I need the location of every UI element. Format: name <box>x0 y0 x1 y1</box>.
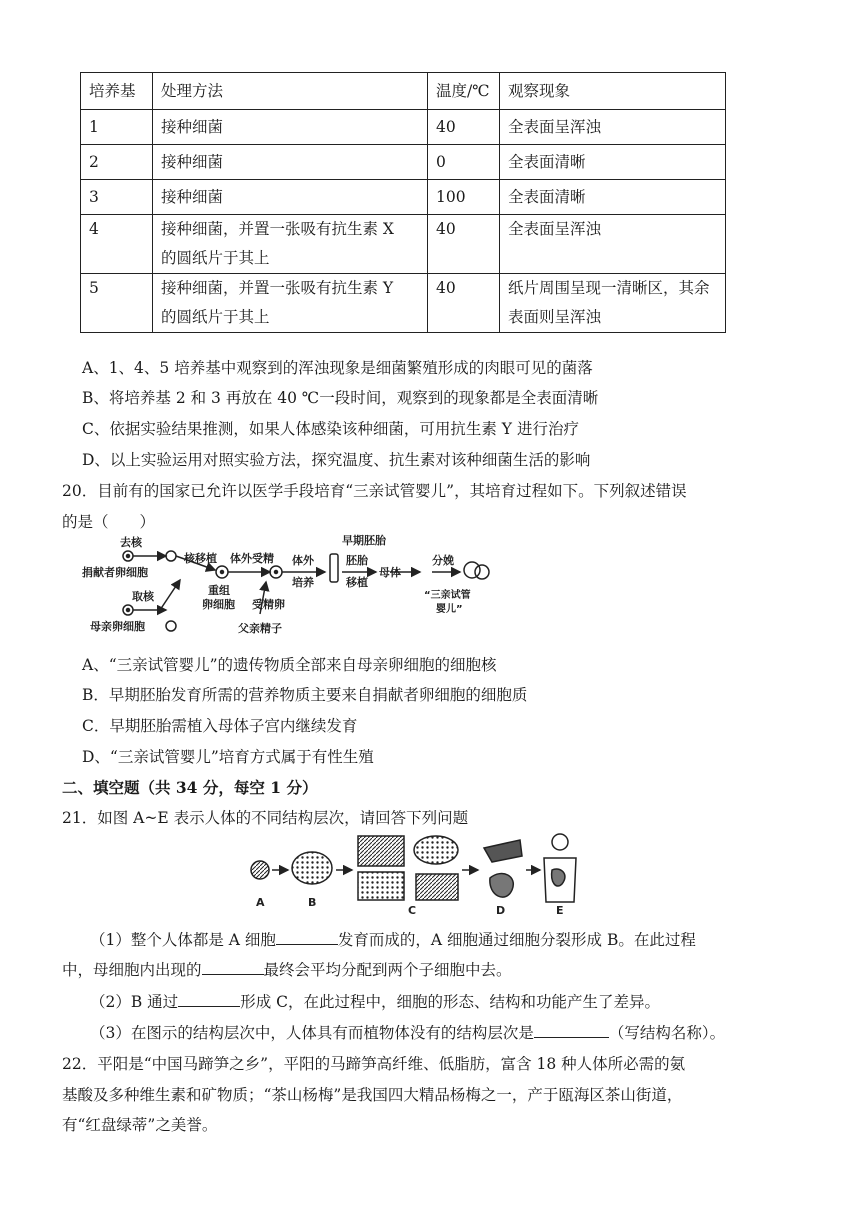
three-parent-ivf-diagram <box>80 530 500 645</box>
q20-option-d: D、“三亲试管婴儿”培育方式属于有性生殖 <box>82 748 374 766</box>
q21-part3-text-b: （写结构名称）。 <box>608 1024 726 1042</box>
label-father-sperm: 父亲精子 <box>238 622 282 635</box>
q20-stem-line2: 的是（ ） <box>62 513 156 531</box>
label-culture-2: 培养 <box>292 576 314 589</box>
cell-observation-line1: 纸片周围呈现一清晰区，其余 <box>508 279 710 297</box>
q22-line1: 22．平阳是“中国马蹄笋之乡”，平阳的马蹄笋高纤维、低脂肪，富含 18 种人体所必需的氨 <box>62 1055 686 1073</box>
cell-method <box>153 215 428 274</box>
header-method: 处理方法 <box>153 73 428 110</box>
q22-line2: 基酸及多种维生素和矿物质；“茶山杨梅”是我国四大精品杨梅之一，产于瓯海区茶山街道， <box>62 1086 683 1104</box>
header-medium: 培养基 <box>81 73 153 110</box>
header-temperature: 温度/℃ <box>428 73 500 110</box>
q19-option-a: A、1、4、5 培养基中观察到的浑浊现象是细菌繁殖形成的肉眼可见的菌落 <box>82 359 593 377</box>
cell-temp: 40 <box>428 274 500 333</box>
q21-part1-text-d: 最终会平均分配到两个子细胞中去。 <box>263 961 512 979</box>
cell-observation-line2: 表面则呈浑浊 <box>508 308 602 326</box>
label-zygote: 受精卵 <box>252 598 285 611</box>
cell-id: 1 <box>81 110 153 145</box>
cell-temp: 0 <box>428 145 500 180</box>
cell-id: 2 <box>81 145 153 180</box>
cell-method-line1: 接种细菌，并置一张吸有抗生素 X <box>161 220 394 238</box>
label-embryo-transfer-1: 胚胎 <box>346 554 368 567</box>
q21-part1-line1 <box>90 928 696 950</box>
table-row <box>81 110 726 145</box>
cell-temp: 40 <box>428 110 500 145</box>
table-row <box>81 145 726 180</box>
cell-method <box>153 274 428 333</box>
label-early-embryo: 早期胚胎 <box>342 534 386 547</box>
cell-temp: 100 <box>428 180 500 215</box>
cell-method: 接种细菌 <box>153 180 428 215</box>
answer-blank-1[interactable] <box>276 930 338 945</box>
cell-temp: 40 <box>428 215 500 274</box>
label-d: D <box>496 904 506 917</box>
label-ivf: 体外受精 <box>230 552 274 565</box>
cell-method: 接种细菌 <box>153 145 428 180</box>
cell-method-line2: 的圆纸片于其上 <box>161 308 270 326</box>
cell-observation: 全表面清晰 <box>500 145 726 180</box>
section-2-title: 二、填空题（共 34 分，每空 1 分） <box>62 778 318 797</box>
q19-option-d: D、以上实验运用对照实验方法，探究温度、抗生素对该种细菌生活的影响 <box>82 451 591 469</box>
answer-blank-3[interactable] <box>178 992 240 1007</box>
q21-part3 <box>90 1021 725 1043</box>
label-embryo-transfer-2: 移植 <box>346 576 368 589</box>
cell-observation: 全表面呈浑浊 <box>500 215 726 274</box>
q21-part2-text-b: 形成 C，在此过程中，细胞的形态、结构和功能产生了差异。 <box>240 993 660 1011</box>
label-baby-2: 婴儿” <box>436 604 463 615</box>
header-observation: 观察现象 <box>500 73 726 110</box>
table-row <box>81 274 726 333</box>
label-take-nucleus: 取核 <box>132 590 154 603</box>
q20-stem-line1: 20．目前有的国家已允许以医学手段培育“三亲试管婴儿”，其培育过程如下。下列叙述错误 <box>62 482 687 500</box>
cell-id: 3 <box>81 180 153 215</box>
cell-id: 5 <box>81 274 153 333</box>
q20-option-c: C．早期胚胎需植入母体子宫内继续发育 <box>82 717 358 735</box>
q21-part2 <box>90 990 660 1012</box>
label-mother: 母体 <box>379 566 401 579</box>
q19-option-b: B、将培养基 2 和 3 再放在 40 ℃一段时间，观察到的现象都是全表面清晰 <box>82 389 599 407</box>
q20-option-a: A、“三亲试管婴儿”的遗传物质全部来自母亲卵细胞的细胞核 <box>82 656 497 674</box>
q22-line3: 有“红盘绿蒂”之美誉。 <box>62 1116 218 1134</box>
cell-method: 接种细菌 <box>153 110 428 145</box>
q21-part1-text-b: 发育而成的，A 细胞通过细胞分裂形成 B。在此过程 <box>337 931 696 949</box>
q21-part2-text-a: （2）B 通过 <box>90 993 179 1011</box>
table-header-row <box>81 73 726 110</box>
label-recombined-egg-1: 重组 <box>208 584 230 597</box>
body-structure-levels-diagram <box>240 830 580 918</box>
cell-method-line1: 接种细菌，并置一张吸有抗生素 Y <box>161 279 394 297</box>
label-culture-1: 体外 <box>292 554 314 567</box>
q21-stem: 21．如图 A~E 表示人体的不同结构层次，请回答下列问题 <box>62 809 469 827</box>
q21-part1-text-c: 中，母细胞内出现的 <box>62 961 202 979</box>
label-nuclear-transfer: 核移植 <box>184 552 217 565</box>
table-row <box>81 180 726 215</box>
answer-blank-4[interactable] <box>534 1023 609 1038</box>
label-recombined-egg-2: 卵细胞 <box>202 598 235 611</box>
label-a: A <box>256 896 265 909</box>
table-row <box>81 215 726 274</box>
culture-table <box>80 72 726 333</box>
q21-part3-text-a: （3）在图示的结构层次中，人体具有而植物体没有的结构层次是 <box>90 1024 534 1042</box>
answer-blank-2[interactable] <box>202 960 264 975</box>
cell-id: 4 <box>81 215 153 274</box>
label-c: C <box>408 904 417 917</box>
label-b: B <box>308 896 317 909</box>
q21-part1-text-a: （1）整个人体都是 A 细胞 <box>90 931 276 949</box>
cell-method-line2: 的圆纸片于其上 <box>161 249 270 267</box>
label-delivery: 分娩 <box>432 554 454 567</box>
label-e: E <box>556 904 564 917</box>
cell-observation: 全表面呈浑浊 <box>500 110 726 145</box>
q19-option-c: C、依据实验结果推测，如果人体感染该种细菌，可用抗生素 Y 进行治疗 <box>82 420 579 438</box>
label-remove-nucleus: 去核 <box>120 536 142 549</box>
cell-observation <box>500 274 726 333</box>
label-baby-1: “三亲试管 <box>424 590 471 601</box>
cell-observation: 全表面清晰 <box>500 180 726 215</box>
label-donor-egg: 捐献者卵细胞 <box>82 566 148 579</box>
q20-option-b: B．早期胚胎发育所需的营养物质主要来自捐献者卵细胞的细胞质 <box>82 686 528 704</box>
label-mother-egg: 母亲卵细胞 <box>90 620 145 633</box>
q21-part1-line2 <box>62 958 512 980</box>
